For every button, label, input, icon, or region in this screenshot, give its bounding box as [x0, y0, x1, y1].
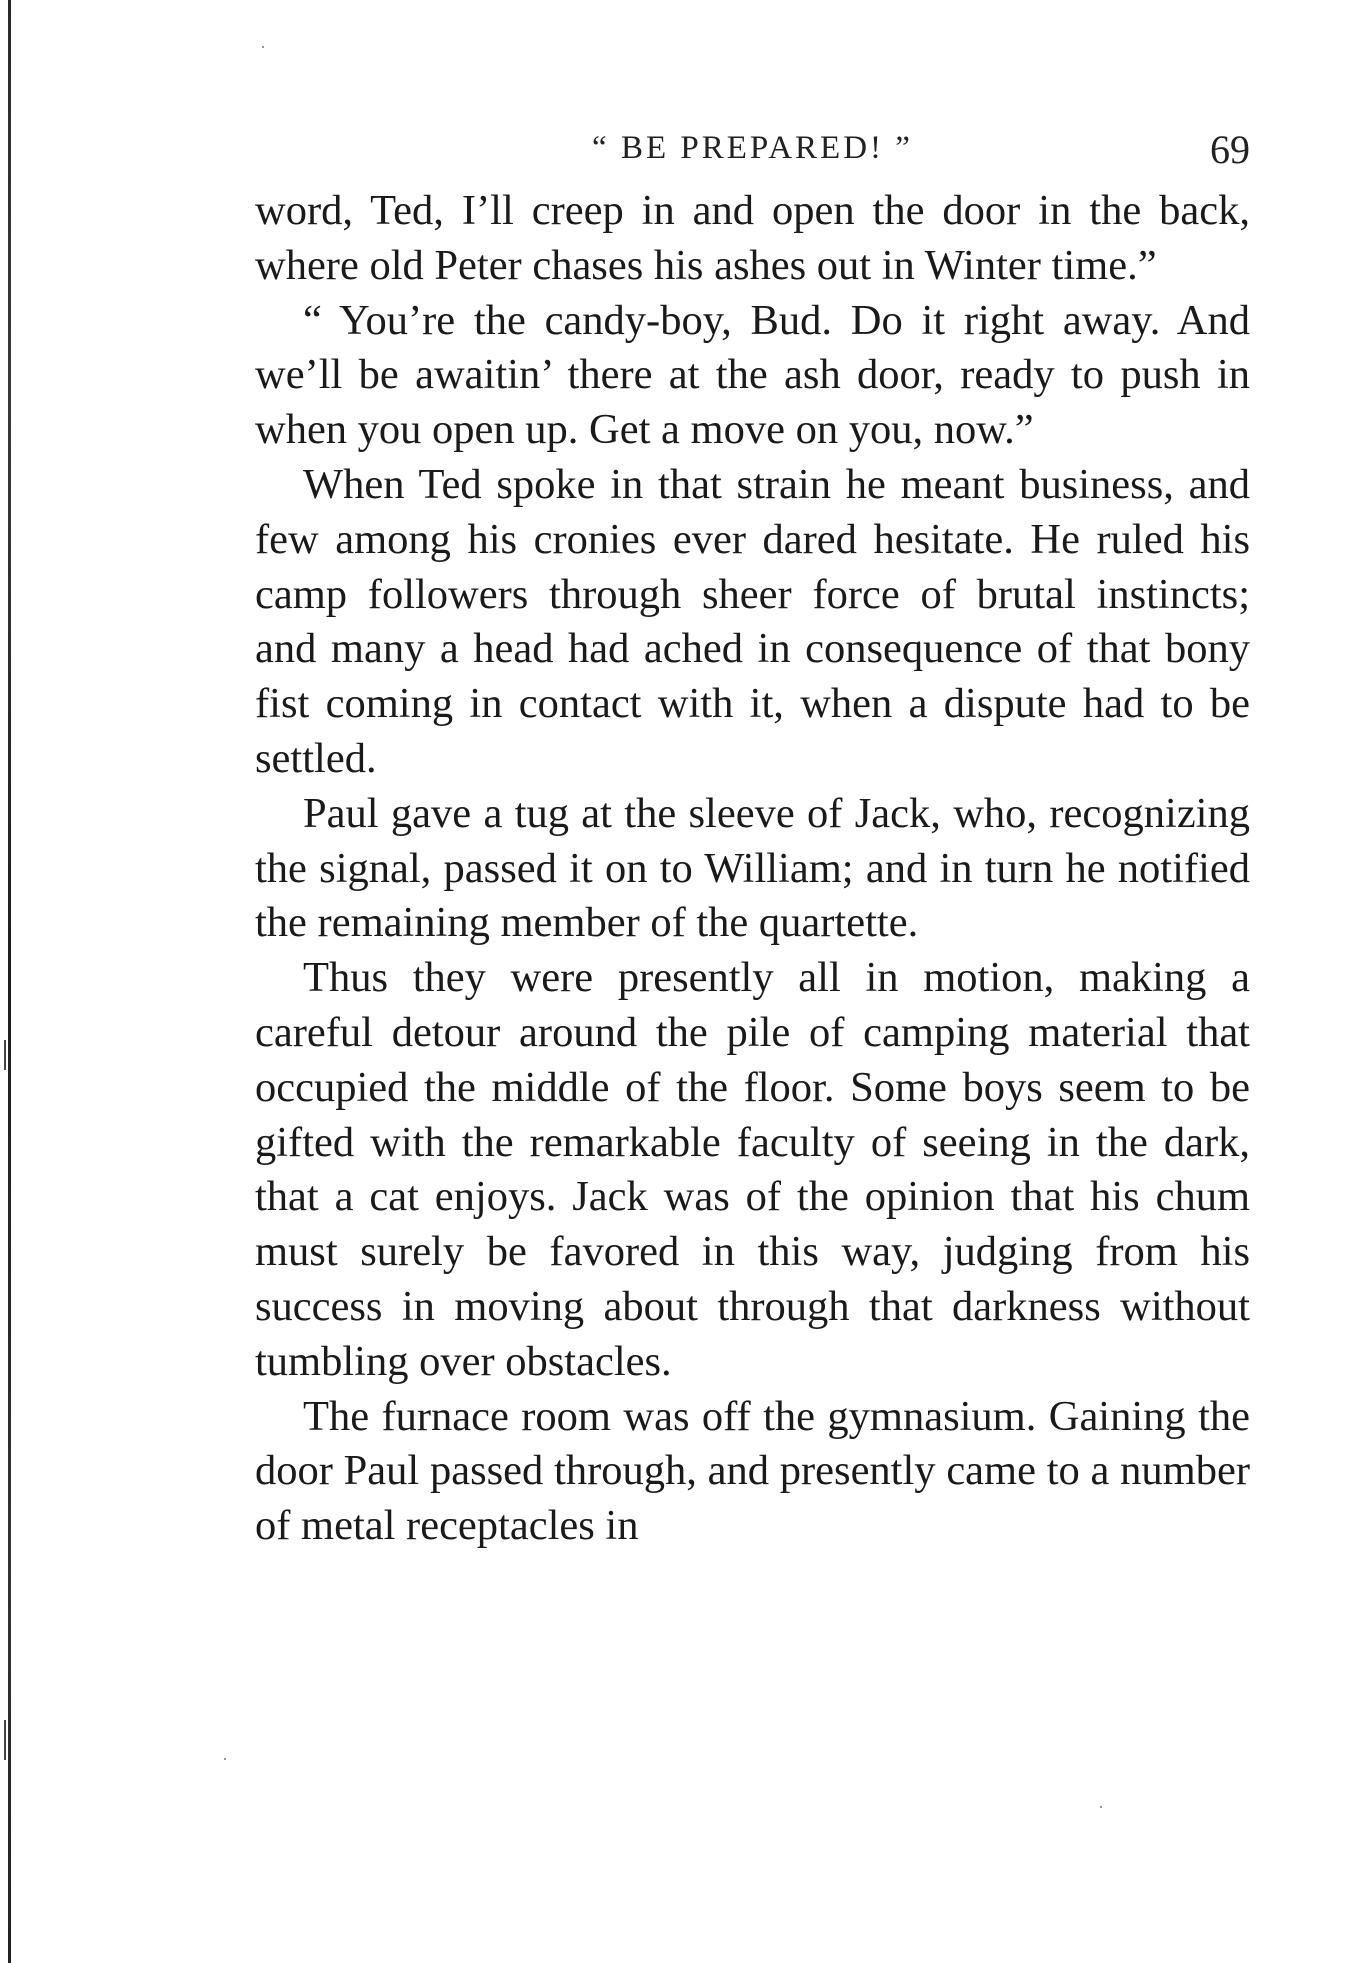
paragraph: The furnace room was off the gymnasium. Gaining the door Paul passed through, and presently came to a number of metal receptacles in	[255, 1392, 1250, 1550]
body-text	[255, 184, 1250, 1554]
paragraph: When Ted spoke in that strain he meant business, and few among his cronies ever dared hesitate. He ruled his camp followers through sheer force of brutal instincts; and many a head had ached in consequence of that bony fist coming in contact with it, when a dispute had to be settled.	[255, 460, 1250, 782]
running-head	[255, 118, 1250, 178]
paper-speck	[224, 1758, 226, 1760]
book-page	[255, 118, 1250, 1554]
binding-mark	[4, 1040, 6, 1070]
paragraph: “ You’re the candy-boy, Bud. Do it right away. And we’ll be awaitin’ there at the ash door, ready to push in when you open up. Get a move on you, now.”	[255, 296, 1250, 454]
binding-mark	[4, 1720, 6, 1760]
paper-speck	[1100, 1806, 1102, 1808]
page-binding-edge	[8, 0, 11, 1963]
paragraph: Thus they were presently all in motion, making a careful detour around the pile of camping material that occupied the middle of the floor. Some boys seem to be gifted with the remarkable faculty of seeing in the dark, that a cat enjoys. Jack was of the opinion that his chum must surely be favored in this way, judging from his success in moving about through that darkness without tumbling over obstacles.	[255, 954, 1250, 1385]
paragraph-continued: word, Ted, I’ll creep in and open the door in the back, where old Peter chases his ashes out in Winter time.”	[255, 187, 1250, 289]
page-number: 69	[1210, 127, 1250, 172]
paper-speck	[262, 46, 264, 48]
running-title: “ BE PREPARED! ”	[592, 130, 913, 166]
paragraph: Paul gave a tug at the sleeve of Jack, who, recognizing the signal, passed it on to William; and in turn he notified the remaining member of the quartette.	[255, 789, 1250, 947]
